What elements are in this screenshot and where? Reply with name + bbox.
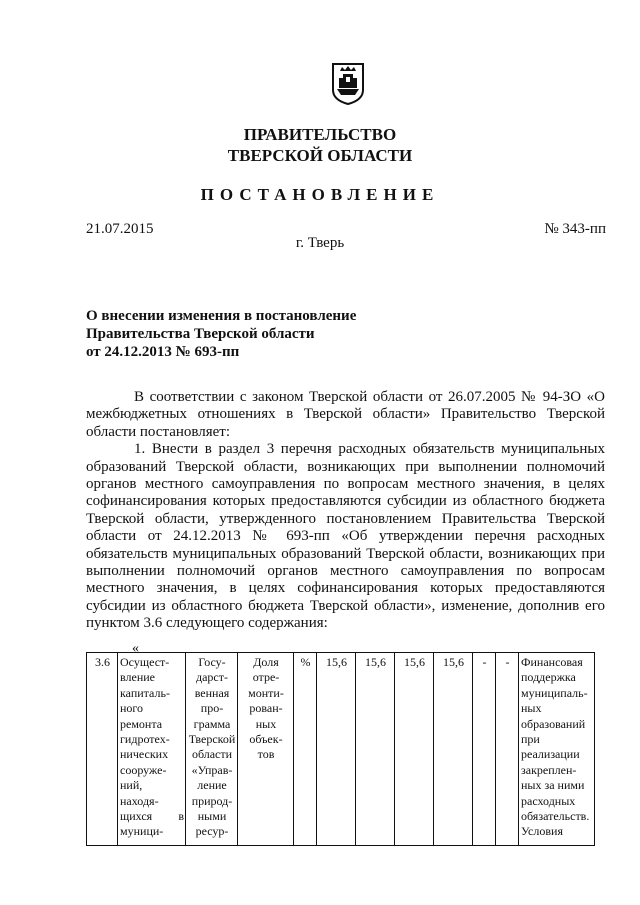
body-paragraph-item-1: 1. Внести в раздел 3 перечня расходных обязательств муниципальных образований Тверской области, возникающих при выполнении полномочий органов местного самоуправления по вопросам местного значения, в целях софинансирования которых предоставляются субсидии из областного бюджета Тверской области, утвержденного постановлением Правительства Тверской области от 24.12.2013 № 693-пп «Об утверждении перечня расходных обязательств муниципальных образований Тверской области, возникающих при выполнении полномочий органов местного самоуправления по вопросам местного значения, в целях софинансирования которых предоставляются субсидии из областного бюджета Тверской области», изменение, дополнив его пунктом 3.6 следующего содержания: bbox=[86, 441, 605, 632]
document-type: ПОСТАНОВЛЕНИЕ bbox=[200, 185, 440, 204]
subject-line: Правительства Тверской области bbox=[86, 326, 315, 342]
table-cell-dash: - bbox=[473, 653, 496, 846]
document-date: 21.07.2015 bbox=[86, 221, 154, 237]
table-cell-unit: % bbox=[294, 653, 317, 846]
table-cell-state-program: Госу- дарст- венная про- грамма Тверской области «Управ- ление природ- ными ресур- bbox=[186, 653, 238, 846]
document-city: г. Тверь bbox=[295, 235, 345, 251]
table-cell-conditions: Финансовая поддержка муниципаль- ных образований при реализации закреплен- ных за ними расходных обязательств. Условия bbox=[519, 653, 595, 846]
document-number: № 343-пп bbox=[544, 221, 606, 237]
table-cell-value: 15,6 bbox=[356, 653, 395, 846]
table-row bbox=[87, 653, 595, 846]
table-cell-dash: - bbox=[496, 653, 519, 846]
body-paragraph-preamble: В соответствии с законом Тверской области от 26.07.2005 № 94-ЗО «О межбюджетных отношениях в Тверской области» Правительство Тверской области постановляет: bbox=[86, 389, 605, 440]
table-cell-value: 15,6 bbox=[434, 653, 473, 846]
tver-coat-of-arms-emblem bbox=[331, 62, 365, 106]
table-cell-item-number: 3.6 bbox=[87, 653, 118, 846]
document-subject bbox=[86, 307, 356, 361]
table-cell-value: 15,6 bbox=[317, 653, 356, 846]
table-cell-value: 15,6 bbox=[395, 653, 434, 846]
table-cell-indicator: Доля отре- монти- рован- ных объек- тов bbox=[238, 653, 294, 846]
obligations-table bbox=[86, 652, 595, 846]
government-title-line2: ТВЕРСКОЙ ОБЛАСТИ bbox=[227, 146, 413, 165]
table-cell-obligation: Осущест- вление капиталь- ного ремонта гидротех- нических сооруже- ний, находя- щихся в муници- bbox=[118, 653, 186, 846]
subject-line: О внесении изменения в постановление bbox=[86, 308, 357, 324]
document-body bbox=[86, 389, 605, 633]
opening-quote: « bbox=[132, 641, 139, 656]
government-title-line1: ПРАВИТЕЛЬСТВО bbox=[243, 125, 397, 144]
subject-line: от 24.12.2013 № 693-пп bbox=[86, 344, 240, 360]
